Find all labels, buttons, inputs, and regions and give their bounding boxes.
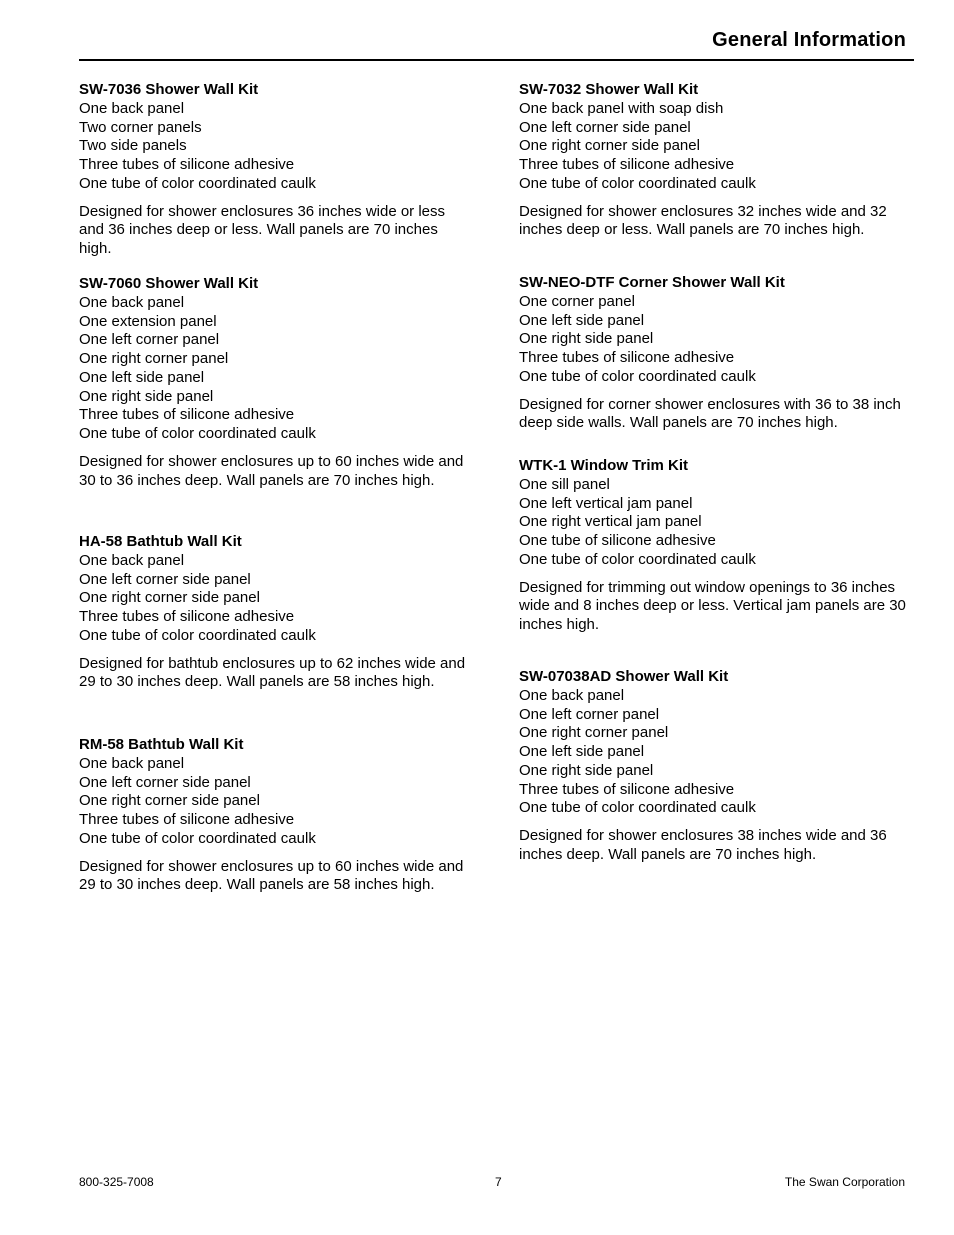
kit-item: Three tubes of silicone adhesive — [519, 156, 735, 173]
kit-item: One back panel — [79, 293, 185, 311]
kit-item: One right side panel — [519, 330, 654, 348]
kit-item: One tube of color coordinated caulk — [79, 174, 316, 192]
kit-item: One back panel with soap dish — [519, 99, 724, 117]
kit-item: Three tubes of silicone adhesive — [79, 811, 295, 828]
kit-item: One left side panel — [519, 743, 645, 760]
kit-sw-07038ad — [519, 668, 914, 865]
kit-description: Designed for shower enclosures up to 60 inches wide and 30 to 36 inches deep. Wall panels are 70 inches high. — [79, 452, 464, 489]
kit-description: Designed for corner shower enclosures with 36 to 38 inch deep side walls. Wall panels are 70 inches high. — [519, 395, 901, 432]
kit-item: One left corner panel — [519, 705, 660, 723]
footer-company: The Swan Corporation — [784, 1175, 905, 1189]
kit-item: One left corner side panel — [79, 570, 251, 588]
kit-items — [79, 552, 474, 646]
kit-title: SW-07038AD Shower Wall Kit — [519, 668, 729, 685]
kit-item: One corner panel — [519, 292, 635, 310]
kit-item: One tube of color coordinated caulk — [519, 799, 756, 817]
kit-item: One right corner panel — [79, 350, 229, 367]
kit-item: One tube of color coordinated caulk — [79, 829, 316, 847]
kit-wtk-1 — [519, 457, 914, 668]
kit-item: One left corner side panel — [79, 773, 251, 791]
header-rule — [79, 59, 914, 61]
kit-title: HA-58 Bathtub Wall Kit — [79, 533, 242, 550]
kit-items — [79, 100, 474, 194]
kit-description: Designed for shower enclosures 38 inches wide and 36 inches deep. Wall panels are 70 inches high. — [519, 827, 887, 863]
kit-item: One left side panel — [519, 311, 645, 329]
kit-sw-7060 — [79, 275, 474, 533]
kit-item: Three tubes of silicone adhesive — [79, 608, 295, 625]
kit-title: RM-58 Bathtub Wall Kit — [79, 736, 244, 753]
kit-item: One back panel — [79, 754, 185, 772]
kit-description: Designed for shower enclosures 36 inches wide or less and 36 inches deep or less. Wall panels are 70 inches high. — [79, 202, 446, 257]
kit-sw-7036 — [79, 81, 474, 275]
kit-items — [519, 476, 914, 570]
kit-item: One left corner panel — [79, 331, 220, 349]
kit-items — [79, 755, 474, 849]
kit-item: Three tubes of silicone adhesive — [79, 156, 295, 173]
kit-item: One right corner side panel — [79, 589, 260, 607]
kit-title: SW-NEO-DTF Corner Shower Wall Kit — [519, 274, 785, 291]
kit-item: One left side panel — [79, 368, 205, 386]
kit-item: One left corner side panel — [519, 118, 691, 136]
kit-item: Three tubes of silicone adhesive — [519, 349, 735, 366]
kit-description: Designed for bathtub enclosures up to 62 inches wide and 29 to 30 inches deep. Wall panels are 58 inches high. — [79, 654, 466, 691]
kit-items — [519, 100, 914, 194]
kit-item: One tube of color coordinated caulk — [519, 550, 756, 568]
footer-phone: 800-325-7008 — [79, 1175, 154, 1189]
kit-item: One right vertical jam panel — [519, 513, 702, 531]
footer-page-number: 7 — [495, 1175, 502, 1189]
kit-sw-neo-dtf — [519, 274, 914, 457]
page-title: General Information — [712, 29, 906, 51]
left-column — [79, 81, 474, 895]
kit-item: One extension panel — [79, 312, 217, 330]
kit-items — [519, 293, 914, 387]
kit-item: One right side panel — [519, 761, 654, 779]
kit-title: WTK-1 Window Trim Kit — [519, 457, 689, 474]
kit-item: One back panel — [79, 551, 185, 569]
kit-item: One tube of silicone adhesive — [519, 532, 716, 549]
kit-item: Two side panels — [79, 137, 187, 155]
kit-sw-7032 — [519, 81, 914, 274]
kit-items — [519, 687, 914, 818]
kit-item: One back panel — [79, 99, 185, 117]
kit-item: One left vertical jam panel — [519, 494, 693, 512]
kit-item: One right corner side panel — [79, 792, 260, 810]
kit-item: One right corner panel — [519, 724, 669, 742]
kit-ha-58 — [79, 533, 474, 736]
kit-item: One tube of color coordinated caulk — [519, 174, 756, 192]
kit-item: Three tubes of silicone adhesive — [519, 780, 735, 798]
kit-item: One back panel — [519, 686, 625, 704]
kit-description: Designed for shower enclosures 32 inches wide and 32 inches deep or less. Wall panels are 70 inches high. — [519, 202, 887, 239]
kit-item: One sill panel — [519, 475, 610, 493]
right-column — [519, 81, 914, 865]
kit-rm-58 — [79, 736, 474, 895]
kit-description: Designed for trimming out window openings to 36 inches wide and 8 inches deep or less. Vertical jam panels are 30 inches high. — [519, 578, 906, 633]
kit-item: One tube of color coordinated caulk — [519, 367, 756, 385]
kit-item: One right side panel — [79, 387, 214, 405]
kit-description: Designed for shower enclosures up to 60 inches wide and 29 to 30 inches deep. Wall panels are 58 inches high. — [79, 857, 464, 894]
kit-item: One right corner side panel — [519, 137, 700, 155]
kit-item: Three tubes of silicone adhesive — [79, 406, 295, 424]
kit-title: SW-7036 Shower Wall Kit — [79, 81, 259, 98]
kit-title: SW-7032 Shower Wall Kit — [519, 81, 699, 98]
kit-items — [79, 294, 474, 444]
kit-item: One tube of color coordinated caulk — [79, 425, 316, 442]
kit-item: One tube of color coordinated caulk — [79, 626, 316, 644]
kit-item: Two corner panels — [79, 118, 202, 136]
kit-title: SW-7060 Shower Wall Kit — [79, 275, 259, 292]
